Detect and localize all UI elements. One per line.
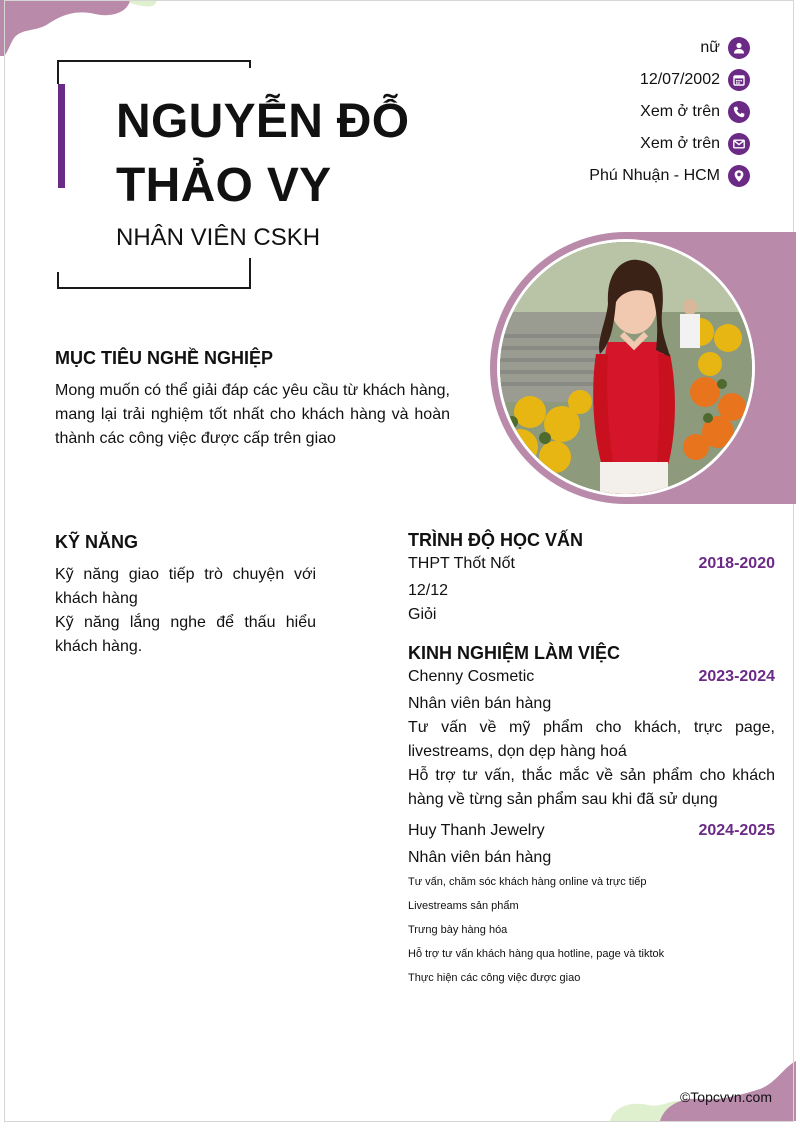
education-years: 2018-2020 xyxy=(698,555,775,572)
job-title: NHÂN VIÊN CSKH xyxy=(116,224,321,251)
job-detail: Livestreams sản phẩm xyxy=(408,900,519,912)
company-name: Chenny Cosmetic xyxy=(408,668,535,685)
job-detail: Tư vấn về mỹ phẩm cho khách, trực page, livestreams, dọn dẹp hàng hoá xyxy=(408,719,775,760)
skills-section xyxy=(55,532,316,659)
school-name: THPT Thốt Nốt xyxy=(408,555,515,572)
contact-gender xyxy=(450,32,750,64)
skills-heading: KỸ NĂNG xyxy=(55,532,139,552)
experience-entry xyxy=(408,822,775,990)
job-years: 2023-2024 xyxy=(698,668,775,685)
contact-text: 12/07/2002 xyxy=(639,71,720,88)
education-grade: 12/12 xyxy=(408,582,449,599)
objective-text: Mong muốn có thể giải đáp các yêu cầu từ khách hàng, mang lại trải nghiệm tốt nhất cho khách hàng và hoàn thành các công việc được cấp trên giao xyxy=(55,382,450,447)
education-heading: TRÌNH ĐỘ HỌC VẤN xyxy=(408,530,583,550)
envelope-icon xyxy=(728,133,750,155)
contact-text: nữ xyxy=(700,39,720,56)
experience-heading: KINH NGHIỆM LÀM VIỆC xyxy=(408,643,621,663)
calendar-icon xyxy=(728,69,750,91)
job-role: Nhân viên bán hàng xyxy=(408,849,552,866)
job-detail: Thực hiện các công việc được giao xyxy=(408,972,581,984)
person-icon xyxy=(728,37,750,59)
contact-address xyxy=(450,160,750,192)
education-entry-header xyxy=(408,555,775,579)
contact-text: Xem ở trên xyxy=(640,135,720,152)
skill-item: Kỹ năng giao tiếp trò chuyện với khách hàng xyxy=(55,566,316,607)
contact-phone xyxy=(450,96,750,128)
skill-item: Kỹ năng lắng nghe để thấu hiểu khách hàng. xyxy=(55,614,316,655)
experience-entry-header xyxy=(408,822,775,846)
company-name: Huy Thanh Jewelry xyxy=(408,822,545,839)
job-detail: Hỗ trợ tư vấn khách hàng qua hotline, page và tiktok xyxy=(408,948,665,960)
contact-list xyxy=(450,32,750,192)
job-detail: Tư vấn, chăm sóc khách hàng online và trực tiếp xyxy=(408,876,647,888)
job-detail: Trưng bày hàng hóa xyxy=(408,924,508,936)
job-years: 2024-2025 xyxy=(698,822,775,839)
profile-photo xyxy=(500,242,752,494)
experience-entry xyxy=(408,668,775,812)
experience-section xyxy=(408,643,775,990)
career-objective-section xyxy=(55,348,450,451)
education-section xyxy=(408,530,775,627)
contact-birthdate xyxy=(450,64,750,96)
name-line-2: THẢO VY xyxy=(116,159,332,212)
candidate-name xyxy=(116,90,476,218)
phone-icon xyxy=(728,101,750,123)
name-accent-bar xyxy=(58,84,65,188)
location-pin-icon xyxy=(728,165,750,187)
contact-text: Phú Nhuận - HCM xyxy=(589,167,720,184)
name-line-1: NGUYỄN ĐỖ xyxy=(116,95,410,148)
job-detail: Hỗ trợ tư vấn, thắc mắc về sản phẩm cho khách hàng về từng sản phẩm sau khi đã sử dụng xyxy=(408,767,775,808)
education-rank: Giỏi xyxy=(408,606,437,623)
right-column xyxy=(408,530,775,1000)
copyright-text: ©Topcvvn.com xyxy=(679,1089,772,1105)
objective-heading: MỤC TIÊU NGHỀ NGHIỆP xyxy=(55,348,274,368)
contact-text: Xem ở trên xyxy=(640,103,720,120)
job-role: Nhân viên bán hàng xyxy=(408,695,552,712)
contact-email xyxy=(450,128,750,160)
experience-entry-header xyxy=(408,668,775,692)
